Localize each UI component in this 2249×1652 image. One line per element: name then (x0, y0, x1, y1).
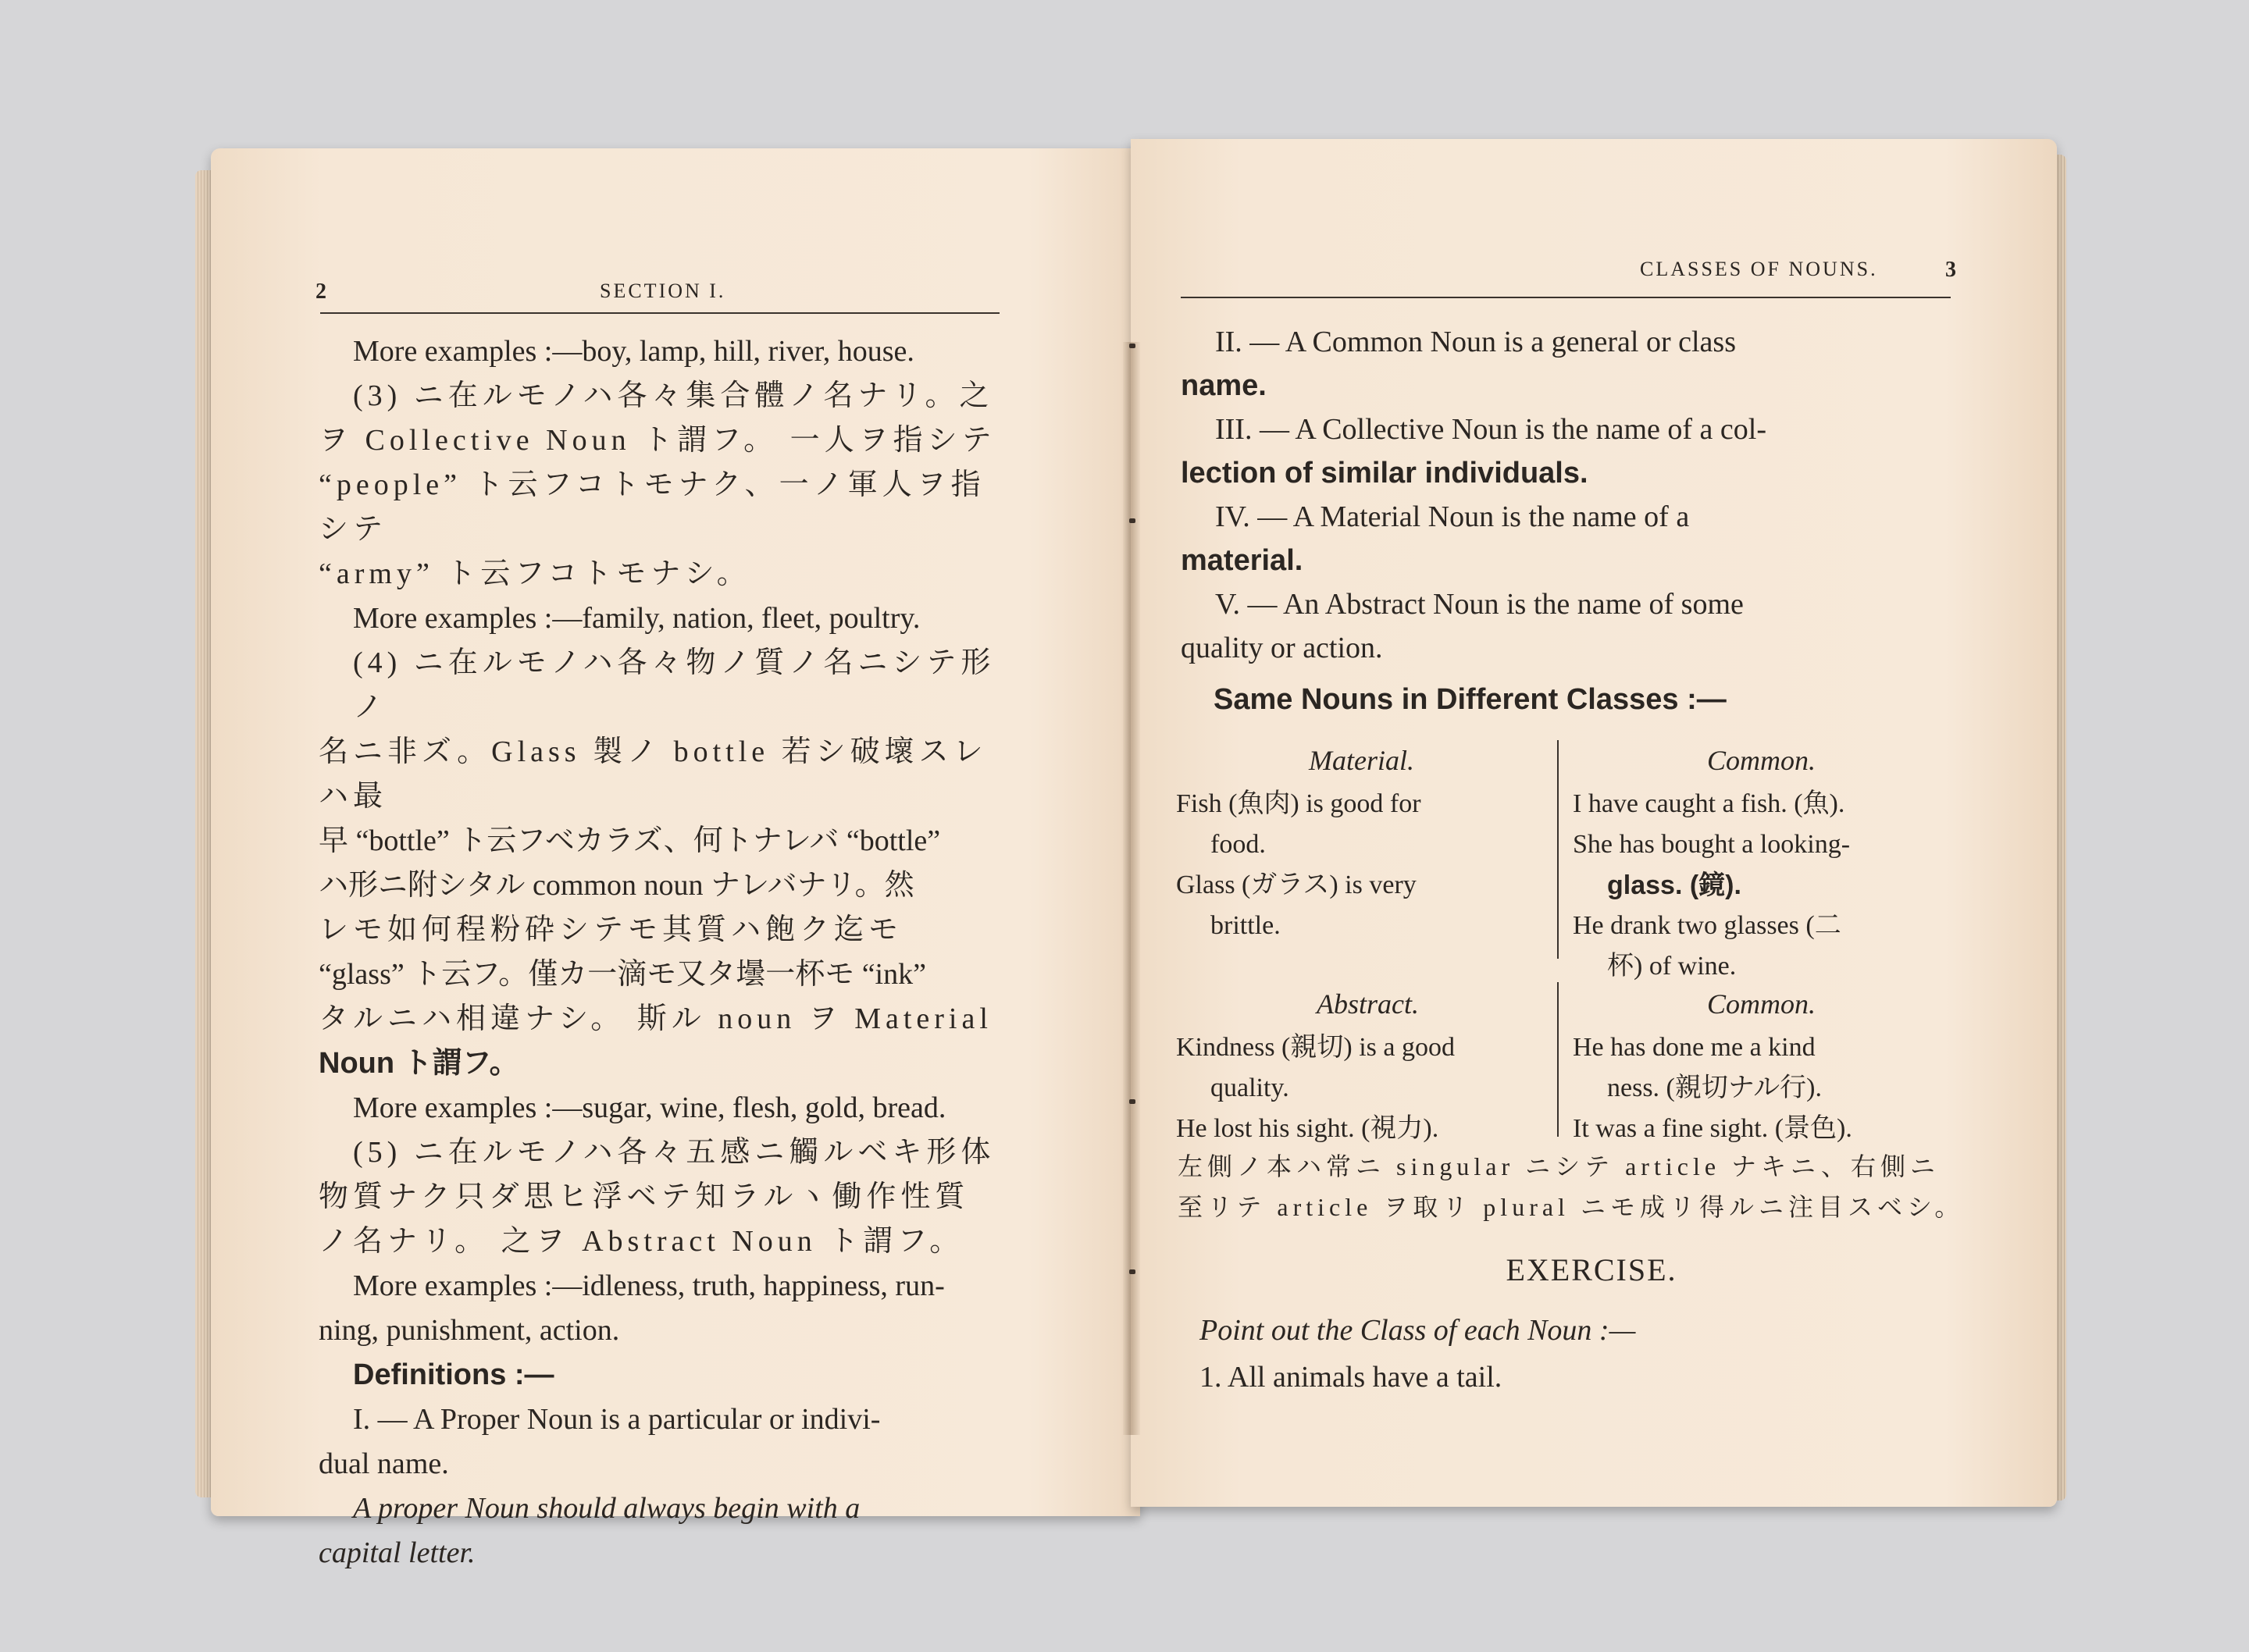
text-line: 名ニ非ズ。Glass 製ノ bottle 若シ破壞スレハ最 (319, 735, 988, 813)
column-heading-common: Common. (1707, 745, 1816, 776)
definitions-heading: Definitions :— (353, 1358, 554, 1391)
column-divider (1557, 982, 1559, 1137)
definitions-block (1181, 320, 1962, 670)
text-line: Noun ト謂フ。 (319, 1047, 519, 1080)
text-line: material. (1181, 544, 1303, 577)
text-line: II. — A Common Noun is a general or class (1215, 326, 1737, 358)
running-header: SECTION I. (600, 279, 726, 302)
column-heading-common: Common. (1707, 988, 1816, 1020)
example-line: He has done me a kind (1573, 1033, 1816, 1062)
example-line: Fish (魚肉) is good for (1176, 789, 1421, 818)
text-line: タルニハ相違ナシ。 斯ル noun ヲ Material (319, 1002, 993, 1035)
text-line: “army” ト云フコトモナシ。 (319, 557, 751, 590)
subheading: Same Nouns in Different Classes :— (1214, 683, 1727, 716)
column-heading-material: Material. (1309, 745, 1414, 776)
example-line: He lost his sight. (視力). (1176, 1114, 1439, 1143)
text-line: lection of similar individuals. (1181, 457, 1588, 490)
note-block (1178, 1146, 1974, 1227)
text-line: capital letter. (319, 1536, 476, 1569)
example-line: I have caught a fish. (魚). (1573, 789, 1845, 818)
text-line: “glass” ト云フ。僅カ一滴モ又タ壜一杯モ “ink” (319, 958, 926, 991)
text-line: レモ如何程粉砕シテモ其質ハ飽ク迄モ (319, 913, 904, 946)
exercise-heading: EXERCISE. (1506, 1252, 1677, 1287)
example-line: brittle. (1210, 911, 1281, 940)
text-line: More examples :—boy, lamp, hill, river, house. (353, 335, 914, 368)
page-number: 2 (315, 279, 326, 304)
common-examples (1573, 784, 1963, 987)
example-line: He drank two glasses (二 (1573, 911, 1841, 940)
exercise-item: 1. All animals have a tail. (1199, 1361, 1502, 1394)
running-header: CLASSES OF NOUNS. (1640, 258, 1878, 280)
left-page-text (319, 329, 1006, 1575)
example-line: ness. (親切ナル行). (1607, 1073, 1822, 1102)
example-line: 杯) of wine. (1607, 952, 1737, 981)
example-line: She has bought a looking- (1573, 830, 1851, 859)
abstract-examples (1176, 1027, 1551, 1149)
example-line: glass. (鏡). (1607, 871, 1741, 900)
exercise-instruction: Point out the Class of each Noun :— (1199, 1314, 1636, 1347)
material-examples (1176, 784, 1543, 946)
text-line: A proper Noun should always begin with a (353, 1492, 861, 1525)
example-line: It was a fine sight. (景色). (1573, 1114, 1852, 1143)
page-number: 3 (1945, 258, 1956, 282)
binding-stitch (1129, 344, 1135, 348)
example-line: quality. (1210, 1073, 1289, 1102)
text-line: name. (1181, 369, 1267, 402)
open-book (195, 139, 2066, 1569)
column-heading-abstract: Abstract. (1317, 988, 1419, 1020)
text-line: V. — An Abstract Noun is the name of some (1215, 588, 1744, 621)
text-line: ノ名ナリ。 之ヲ Abstract Noun ト謂フ。 (319, 1225, 964, 1258)
left-page (211, 148, 1140, 1569)
text-line: More examples :—idleness, truth, happiness, run- (353, 1269, 945, 1302)
text-line: ヲ Collective Noun ト謂フ。 一人ヲ指シテ (319, 424, 996, 457)
text-line: 早 “bottle” ト云フベカラズ、何トナレバ “bottle” (319, 824, 941, 857)
text-line: (5) ニ在ルモノハ各々五感ニ觸ルベキ形体 (353, 1136, 996, 1169)
text-line: IV. — A Material Noun is the name of a (1215, 500, 1690, 533)
header-rule (1181, 297, 1951, 298)
text-line: (4) ニ在ルモノハ各々物ノ質ノ名ニシテ形ノ (353, 646, 996, 724)
text-line: dual name. (319, 1447, 449, 1480)
text-line: (3) ニ在ルモノハ各々集合體ノ名ナリ。之 (353, 379, 994, 412)
common-examples (1573, 1027, 1963, 1149)
text-line: ハ形ニ附シタル common noun ナレバナリ。然 (319, 869, 914, 902)
note-line: 左側ノ本ハ常ニ singular ニシテ article ナキニ、右側ニ (1178, 1152, 1940, 1180)
text-line: ning, punishment, action. (319, 1314, 620, 1347)
binding-stitch (1129, 1099, 1135, 1104)
column-divider (1557, 740, 1559, 959)
text-line: 物質ナク只ダ思ヒ浮ベテ知ラルヽ働作性質 (319, 1180, 970, 1213)
binding-stitch (1129, 518, 1135, 523)
right-page (1131, 139, 2057, 1507)
text-line: “people” ト云フコトモナク、一ノ軍人ヲ指シテ (319, 468, 985, 546)
example-line: Glass (ガラス) is very (1176, 871, 1417, 899)
example-line: Kindness (親切) is a good (1176, 1033, 1455, 1062)
example-line: food. (1210, 830, 1266, 859)
exercise-block (1199, 1307, 1965, 1401)
text-line: More examples :—sugar, wine, flesh, gold, bread. (353, 1091, 946, 1124)
text-line: III. — A Collective Noun is the name of a col- (1215, 413, 1766, 446)
text-line: More examples :—family, nation, fleet, poultry. (353, 602, 921, 635)
text-line: I. — A Proper Noun is a particular or indivi- (353, 1403, 881, 1436)
header-rule (320, 312, 1000, 314)
text-line: quality or action. (1181, 632, 1383, 664)
note-line: 至リテ article ヲ取リ plural ニモ成リ得ルニ注目スベシ。 (1178, 1193, 1965, 1221)
binding-stitch (1129, 1269, 1135, 1274)
